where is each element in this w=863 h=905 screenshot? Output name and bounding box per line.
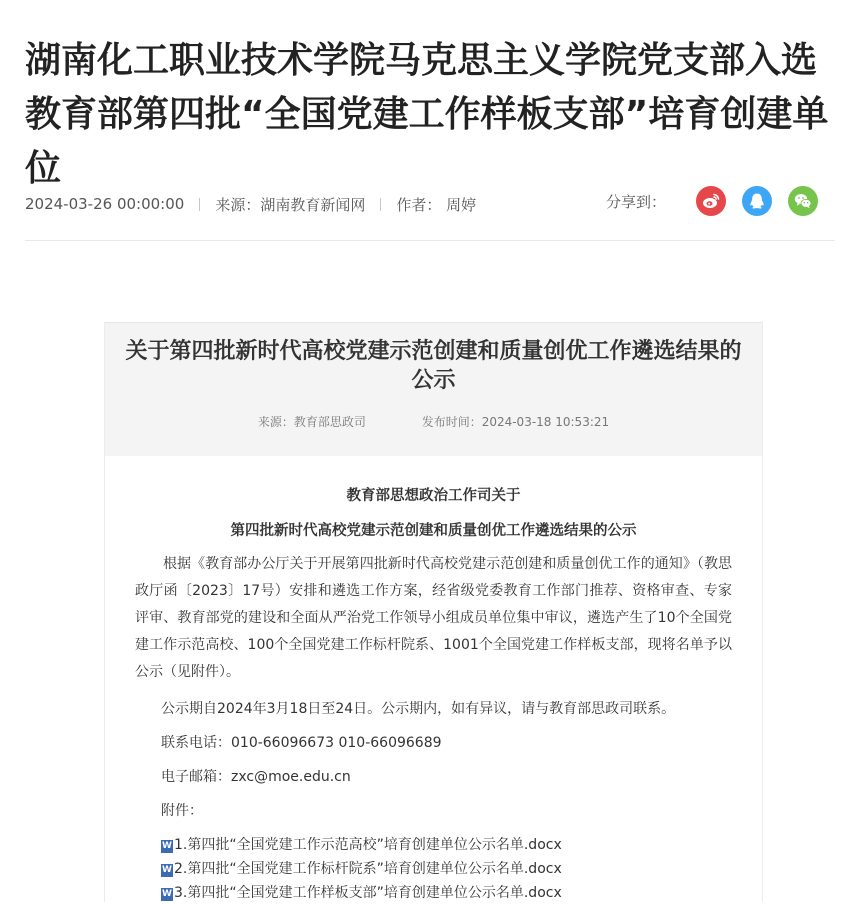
notice-title: 关于第四批新时代高校党建示范创建和质量创优工作遴选结果的公示: [125, 339, 742, 393]
notice-heading: 教育部思想政治工作司关于: [346, 488, 521, 504]
notice-phone: 联系电话：010-66096673 010-66096689: [161, 735, 442, 751]
notice-period: 公示期自2024年3月18日至24日。公示期内，如有异议，请与教育部思政司联系。: [161, 701, 676, 717]
embedded-notice: [104, 322, 763, 902]
attachment-link[interactable]: [135, 833, 732, 857]
notice-publish-time: 发布时间：2024-03-18 10:53:21: [421, 415, 610, 429]
attachment-link[interactable]: [135, 881, 732, 905]
article-date: 2024-03-26 00:00:00: [25, 195, 185, 213]
notice-subheading: 第四批新时代高校党建示范创建和质量创优工作遴选结果的公示: [230, 523, 637, 539]
share-label: 分享到：: [605, 192, 666, 211]
notice-email: 电子邮箱：zxc@moe.edu.cn: [161, 769, 351, 785]
wechat-icon: [793, 191, 813, 211]
article-author: 作者： 周婷: [396, 195, 477, 214]
attachment-link[interactable]: [135, 857, 732, 881]
attachment-label: 2.第四批“全国党建工作标杆院系”培育创建单位公示名单.docx: [174, 861, 562, 877]
article-source: 来源：湖南教育新闻网: [215, 195, 366, 214]
meta-divider: [199, 198, 200, 211]
attachment-label: 3.第四批“全国党建工作样板支部”培育创建单位公示名单.docx: [174, 885, 562, 901]
notice-source: 来源：教育部思政司: [257, 415, 366, 429]
share-weibo-button[interactable]: [696, 186, 726, 216]
attachments-label: 附件：: [161, 803, 203, 819]
share-wechat-button[interactable]: [788, 186, 818, 216]
word-doc-icon: W: [162, 840, 172, 851]
notice-body: [105, 486, 762, 905]
header-divider: [25, 240, 835, 241]
notice-paragraph: 根据《教育部办公厅关于开展第四批新时代高校党建示范创建和质量创优工作的通知》（教思政厅函〔2023〕17号）安排和遴选工作方案，经省级党委教育工作部门推荐、资格审查、专家评审、教育部党的建设和全面从严治党工作领导小组成员单位集中审议，遴选产生了10个全国党建工作示范高校、100个全国党建工作标杆院系、1001个全国党建工作样板支部，现将名单予以公示（见附件）。: [135, 556, 732, 680]
word-doc-icon: W: [162, 888, 172, 899]
share-bar: [606, 186, 818, 216]
notice-header: [105, 322, 762, 456]
weibo-icon: [701, 191, 721, 211]
article-title: 湖南化工职业技术学院马克思主义学院党支部入选教育部第四批“全国党建工作样板支部”培育创建单位: [25, 40, 829, 190]
notice-meta: [105, 413, 762, 430]
word-doc-icon: W: [162, 864, 172, 875]
article-meta: [25, 193, 476, 215]
attachment-label: 1.第四批“全国党建工作示范高校”培育创建单位公示名单.docx: [174, 837, 562, 853]
meta-divider: [380, 198, 381, 211]
qq-icon: [747, 191, 767, 211]
share-qq-button[interactable]: [742, 186, 772, 216]
